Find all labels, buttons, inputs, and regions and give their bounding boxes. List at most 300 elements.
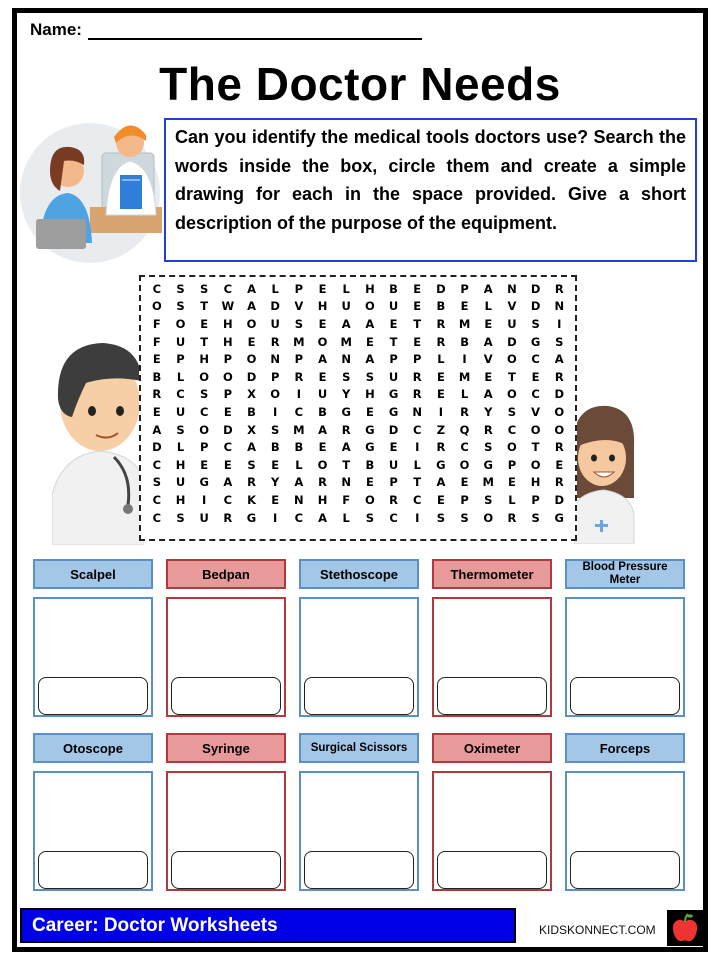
grid-letter[interactable]: G: [365, 422, 375, 437]
grid-letter[interactable]: X: [247, 422, 256, 437]
grid-letter[interactable]: C: [223, 492, 233, 507]
surgical-scissors-label: Surgical Scissors: [299, 733, 419, 763]
grid-letter[interactable]: B: [460, 334, 469, 349]
grid-letter[interactable]: E: [271, 457, 280, 472]
grid-letter[interactable]: R: [554, 281, 564, 296]
grid-letter[interactable]: L: [460, 387, 469, 402]
grid-letter[interactable]: D: [507, 334, 517, 349]
grid-letter[interactable]: B: [365, 457, 375, 472]
grid-letter[interactable]: N: [507, 281, 517, 296]
grid-letter[interactable]: G: [388, 404, 399, 419]
grid-row: [145, 350, 571, 368]
forceps-drawing-box[interactable]: [565, 771, 685, 891]
grid-letter[interactable]: D: [223, 422, 233, 437]
bedpan-description-field[interactable]: [171, 677, 281, 715]
grid-letter[interactable]: O: [364, 299, 375, 314]
grid-letter[interactable]: O: [507, 352, 517, 367]
grid-letter[interactable]: C: [507, 422, 517, 437]
grid-letter[interactable]: R: [436, 440, 446, 455]
grid-letter[interactable]: C: [176, 387, 185, 402]
grid-letter[interactable]: V: [507, 299, 517, 314]
grid-letter[interactable]: M: [293, 334, 305, 349]
grid-letter[interactable]: C: [413, 422, 422, 437]
forceps-description-field[interactable]: [570, 851, 680, 889]
thermometer-description-field[interactable]: [437, 677, 547, 715]
grid-letter[interactable]: A: [483, 387, 493, 402]
grid-letter[interactable]: U: [388, 369, 399, 384]
grid-letter[interactable]: S: [247, 457, 256, 472]
grid-letter[interactable]: D: [152, 440, 162, 455]
grid-letter[interactable]: N: [341, 475, 352, 490]
grid-letter[interactable]: I: [273, 510, 278, 525]
grid-letter[interactable]: S: [436, 510, 446, 525]
grid-letter[interactable]: B: [270, 440, 280, 455]
grid-letter[interactable]: D: [388, 422, 399, 437]
grid-letter[interactable]: V: [531, 404, 541, 419]
grid-letter[interactable]: A: [318, 352, 327, 367]
grid-letter[interactable]: U: [388, 457, 399, 472]
instructions-box: Can you identify the medical tools doctors use? Search the words inside the box, circle them and create a simple drawing for each in the space provided. Give a short description of the purpose of the equipment.: [164, 118, 697, 262]
grid-letter[interactable]: R: [436, 316, 446, 331]
grid-letter[interactable]: C: [152, 457, 162, 472]
grid-letter[interactable]: C: [223, 440, 233, 455]
grid-letter[interactable]: O: [199, 422, 210, 437]
grid-letter[interactable]: A: [341, 440, 351, 455]
grid-letter[interactable]: H: [365, 281, 375, 296]
otoscope-drawing-box[interactable]: [33, 771, 153, 891]
grid-letter[interactable]: E: [507, 475, 516, 490]
grid-letter[interactable]: R: [152, 387, 162, 402]
grid-letter[interactable]: A: [365, 352, 375, 367]
syringe-description-field[interactable]: [171, 851, 281, 889]
grid-letter[interactable]: I: [273, 404, 278, 419]
grid-letter[interactable]: M: [458, 316, 471, 331]
grid-letter[interactable]: I: [202, 492, 207, 507]
grid-letter[interactable]: B: [389, 281, 398, 296]
grid-letter[interactable]: U: [175, 334, 186, 349]
grid-row: [145, 421, 571, 439]
grid-letter[interactable]: R: [412, 369, 422, 384]
surgical-scissors-drawing-box[interactable]: [299, 771, 419, 891]
grid-letter[interactable]: E: [389, 440, 398, 455]
grid-letter[interactable]: O: [483, 510, 494, 525]
blood-pressure-meter-drawing-box[interactable]: [565, 597, 685, 717]
grid-letter[interactable]: H: [223, 334, 233, 349]
grid-letter[interactable]: I: [415, 510, 420, 525]
grid-letter[interactable]: R: [507, 510, 517, 525]
grid-letter[interactable]: S: [342, 369, 351, 384]
grid-letter[interactable]: L: [176, 440, 185, 455]
bedpan-drawing-box[interactable]: [166, 597, 286, 717]
grid-letter[interactable]: F: [342, 492, 351, 507]
grid-letter[interactable]: B: [294, 440, 304, 455]
grid-letter[interactable]: H: [317, 299, 328, 314]
grid-letter[interactable]: E: [152, 404, 161, 419]
bedpan-label: Bedpan: [166, 559, 286, 589]
grid-letter[interactable]: A: [152, 422, 162, 437]
scalpel-label: Scalpel: [33, 559, 153, 589]
grid-letter[interactable]: T: [389, 334, 398, 349]
grid-letter[interactable]: E: [365, 334, 374, 349]
grid-letter[interactable]: F: [152, 316, 161, 331]
grid-letter[interactable]: H: [530, 475, 541, 490]
grid-letter[interactable]: O: [270, 387, 281, 402]
grid-letter[interactable]: C: [294, 404, 304, 419]
grid-letter[interactable]: M: [340, 334, 352, 349]
grid-letter[interactable]: T: [413, 475, 422, 490]
grid-letter[interactable]: K: [247, 492, 256, 507]
grid-letter[interactable]: M: [458, 369, 471, 384]
grid-letter[interactable]: R: [341, 422, 351, 437]
grid-letter[interactable]: O: [317, 334, 328, 349]
grid-letter[interactable]: E: [531, 369, 540, 384]
grid-letter[interactable]: A: [318, 422, 327, 437]
grid-letter[interactable]: T: [413, 316, 422, 331]
grid-letter[interactable]: S: [460, 510, 469, 525]
grid-letter[interactable]: O: [507, 387, 517, 402]
grid-letter[interactable]: S: [507, 404, 517, 419]
grid-letter[interactable]: R: [554, 440, 564, 455]
grid-letter[interactable]: D: [530, 299, 541, 314]
grid-letter[interactable]: P: [389, 475, 398, 490]
grid-letter[interactable]: V: [483, 352, 493, 367]
grid-letter[interactable]: C: [152, 492, 162, 507]
grid-letter[interactable]: S: [555, 334, 564, 349]
grid-letter[interactable]: M: [293, 422, 305, 437]
blood-pressure-meter-label: Blood Pressure Meter: [565, 559, 685, 589]
thermometer-label: Thermometer: [432, 559, 552, 589]
grid-letter[interactable]: U: [199, 510, 209, 525]
grid-letter[interactable]: P: [199, 440, 209, 455]
grid-letter[interactable]: B: [152, 369, 162, 384]
grid-letter[interactable]: H: [365, 387, 375, 402]
grid-row: [145, 368, 571, 386]
grid-letter[interactable]: E: [247, 334, 256, 349]
grid-letter[interactable]: G: [483, 457, 493, 472]
stethoscope-drawing-box[interactable]: [299, 597, 419, 717]
grid-letter[interactable]: S: [294, 316, 304, 331]
grid-letter[interactable]: L: [484, 299, 492, 314]
grid-letter[interactable]: H: [199, 352, 209, 367]
grid-letter[interactable]: P: [223, 352, 233, 367]
grid-letter[interactable]: P: [294, 281, 304, 296]
surgical-scissors-description-field[interactable]: [304, 851, 414, 889]
grid-row: [145, 491, 571, 509]
grid-letter[interactable]: L: [508, 492, 516, 507]
grid-letter[interactable]: Z: [436, 422, 446, 437]
grid-letter[interactable]: A: [318, 510, 327, 525]
grid-letter[interactable]: L: [295, 457, 303, 472]
grid-letter[interactable]: C: [531, 352, 540, 367]
grid-letter[interactable]: H: [175, 457, 186, 472]
grid-letter[interactable]: B: [247, 404, 256, 419]
grid-letter[interactable]: O: [554, 422, 565, 437]
grid-letter[interactable]: E: [223, 457, 232, 472]
grid-letter[interactable]: L: [413, 457, 421, 472]
grid-letter[interactable]: F: [152, 334, 161, 349]
grid-letter[interactable]: A: [365, 316, 375, 331]
grid-letter[interactable]: E: [436, 369, 445, 384]
syringe-drawing-box[interactable]: [166, 771, 286, 891]
grid-letter[interactable]: E: [318, 440, 327, 455]
grid-letter[interactable]: T: [507, 369, 516, 384]
grid-letter[interactable]: C: [294, 510, 304, 525]
grid-letter[interactable]: Y: [271, 475, 280, 490]
grid-letter[interactable]: A: [554, 352, 564, 367]
grid-letter[interactable]: D: [270, 299, 280, 314]
grid-letter[interactable]: O: [507, 440, 517, 455]
grid-letter[interactable]: P: [460, 281, 469, 296]
grid-letter[interactable]: T: [200, 334, 209, 349]
grid-letter[interactable]: G: [365, 440, 375, 455]
grid-letter[interactable]: E: [413, 299, 422, 314]
grid-letter[interactable]: P: [507, 457, 517, 472]
grid-letter[interactable]: T: [531, 440, 540, 455]
syringe-label: Syringe: [166, 733, 286, 763]
grid-letter[interactable]: A: [483, 334, 493, 349]
grid-letter[interactable]: A: [223, 475, 233, 490]
grid-letter[interactable]: O: [222, 369, 233, 384]
grid-letter[interactable]: P: [460, 492, 469, 507]
grid-letter[interactable]: A: [294, 475, 304, 490]
grid-letter[interactable]: E: [200, 457, 209, 472]
grid-letter[interactable]: S: [365, 369, 375, 384]
grid-letter[interactable]: A: [247, 281, 256, 296]
grid-letter[interactable]: O: [151, 299, 162, 314]
grid-letter[interactable]: P: [389, 352, 398, 367]
grid-row: [145, 456, 571, 474]
grid-letter[interactable]: R: [436, 334, 446, 349]
grid-letter[interactable]: E: [484, 316, 493, 331]
page-title: The Doctor Needs: [159, 58, 561, 110]
grid-letter[interactable]: O: [554, 404, 565, 419]
grid-letter[interactable]: E: [460, 299, 469, 314]
grid-letter[interactable]: P: [413, 352, 422, 367]
grid-letter[interactable]: V: [294, 299, 304, 314]
name-row: [30, 20, 422, 40]
scalpel-drawing-box[interactable]: [33, 597, 153, 717]
grid-letter[interactable]: L: [342, 510, 350, 525]
grid-row: [145, 403, 571, 421]
grid-row: [145, 438, 571, 456]
grid-letter[interactable]: S: [484, 440, 493, 455]
grid-letter[interactable]: U: [175, 475, 186, 490]
grid-letter[interactable]: S: [200, 387, 209, 402]
grid-letter[interactable]: O: [246, 352, 257, 367]
grid-letter[interactable]: W: [221, 299, 235, 314]
grid-letter[interactable]: L: [271, 281, 279, 296]
grid-letter[interactable]: E: [460, 475, 469, 490]
grid-letter[interactable]: R: [554, 369, 564, 384]
grid-letter[interactable]: G: [341, 404, 351, 419]
consultation-illustration: [20, 115, 162, 265]
grid-letter[interactable]: S: [271, 422, 280, 437]
grid-letter[interactable]: O: [175, 316, 186, 331]
grid-letter[interactable]: A: [247, 440, 256, 455]
oximeter-drawing-box[interactable]: [432, 771, 552, 891]
grid-letter[interactable]: T: [342, 457, 351, 472]
grid-letter[interactable]: G: [246, 510, 257, 525]
oximeter-label: Oximeter: [432, 733, 552, 763]
grid-letter[interactable]: E: [389, 316, 398, 331]
grid-letter[interactable]: G: [436, 457, 446, 472]
grid-letter[interactable]: X: [247, 387, 256, 402]
grid-letter[interactable]: P: [223, 387, 233, 402]
grid-row: [145, 333, 571, 351]
grid-letter[interactable]: S: [531, 510, 540, 525]
grid-letter[interactable]: B: [318, 404, 327, 419]
grid-letter[interactable]: D: [554, 387, 565, 402]
grid-letter[interactable]: E: [555, 457, 564, 472]
grid-letter[interactable]: N: [294, 492, 304, 507]
grid-letter[interactable]: G: [554, 510, 564, 525]
grid-letter[interactable]: N: [341, 352, 352, 367]
grid-letter[interactable]: C: [152, 510, 162, 525]
grid-letter[interactable]: S: [484, 492, 493, 507]
grid-letter[interactable]: C: [531, 387, 540, 402]
grid-letter[interactable]: R: [460, 404, 469, 419]
grid-letter[interactable]: U: [388, 299, 399, 314]
grid-letter[interactable]: R: [223, 510, 233, 525]
grid-letter[interactable]: H: [317, 492, 328, 507]
grid-letter[interactable]: E: [365, 475, 374, 490]
grid-letter[interactable]: Q: [459, 422, 470, 437]
oximeter-description-field[interactable]: [437, 851, 547, 889]
thermometer-drawing-box[interactable]: [432, 597, 552, 717]
grid-letter[interactable]: D: [436, 281, 446, 296]
grid-letter[interactable]: I: [438, 404, 444, 419]
grid-letter[interactable]: M: [482, 475, 494, 490]
grid-letter[interactable]: E: [223, 404, 232, 419]
otoscope-label: Otoscope: [33, 733, 153, 763]
grid-letter[interactable]: A: [483, 281, 493, 296]
grid-letter[interactable]: C: [152, 281, 162, 296]
grid-letter[interactable]: O: [246, 316, 257, 331]
grid-letter[interactable]: U: [507, 316, 517, 331]
grid-letter[interactable]: G: [199, 475, 209, 490]
grid-letter[interactable]: S: [176, 510, 185, 525]
grid-letter[interactable]: R: [389, 492, 398, 507]
grid-letter[interactable]: P: [176, 352, 185, 367]
grid-letter[interactable]: E: [436, 492, 445, 507]
grid-letter[interactable]: L: [437, 352, 445, 367]
grid-letter[interactable]: U: [317, 387, 328, 402]
grid-letter[interactable]: E: [318, 369, 327, 384]
grid-letter[interactable]: S: [531, 316, 540, 331]
grid-letter[interactable]: E: [365, 404, 374, 419]
grid-letter[interactable]: A: [436, 475, 446, 490]
grid-letter[interactable]: R: [412, 387, 422, 402]
grid-letter[interactable]: P: [531, 492, 540, 507]
grid-letter[interactable]: O: [459, 457, 470, 472]
grid-letter[interactable]: O: [199, 369, 210, 384]
grid-letter[interactable]: I: [296, 387, 301, 402]
grid-letter[interactable]: R: [294, 369, 304, 384]
grid-letter[interactable]: N: [554, 299, 565, 314]
grid-letter[interactable]: G: [530, 334, 541, 349]
grid-row: [145, 298, 571, 316]
grid-row: [145, 386, 571, 404]
grid-letter[interactable]: A: [247, 299, 256, 314]
grid-letter[interactable]: R: [483, 422, 493, 437]
grid-letter[interactable]: P: [294, 352, 304, 367]
grid-letter[interactable]: N: [270, 352, 280, 367]
grid-letter[interactable]: O: [530, 422, 541, 437]
grid-letter[interactable]: R: [270, 334, 280, 349]
grid-letter[interactable]: E: [152, 352, 161, 367]
grid-letter[interactable]: E: [484, 369, 493, 384]
grid-letter[interactable]: E: [436, 387, 445, 402]
grid-letter[interactable]: S: [152, 475, 161, 490]
grid-letter[interactable]: P: [270, 369, 280, 384]
grid-letter[interactable]: S: [176, 422, 185, 437]
grid-letter[interactable]: H: [175, 492, 186, 507]
grid-letter[interactable]: E: [413, 281, 422, 296]
scalpel-description-field[interactable]: [38, 677, 148, 715]
name-input-line[interactable]: [88, 22, 422, 40]
grid-letter[interactable]: E: [318, 316, 327, 331]
grid-letter[interactable]: S: [200, 281, 209, 296]
grid-letter[interactable]: E: [271, 492, 280, 507]
grid-letter[interactable]: D: [554, 492, 565, 507]
grid-letter[interactable]: U: [175, 404, 186, 419]
grid-letter[interactable]: I: [415, 440, 420, 455]
grid-letter[interactable]: R: [318, 475, 327, 490]
grid-letter[interactable]: R: [554, 475, 564, 490]
grid-letter[interactable]: C: [460, 440, 469, 455]
grid-letter[interactable]: Y: [484, 404, 493, 419]
grid-letter[interactable]: Y: [342, 387, 351, 402]
grid-letter[interactable]: E: [413, 334, 422, 349]
otoscope-description-field[interactable]: [38, 851, 148, 889]
grid-letter[interactable]: U: [341, 299, 351, 314]
brand-text: KIDSKONNECT.COM: [539, 923, 656, 937]
grid-row: [145, 315, 571, 333]
grid-letter[interactable]: C: [413, 492, 422, 507]
grid-letter[interactable]: E: [200, 316, 209, 331]
grid-letter[interactable]: D: [246, 369, 257, 384]
grid-letter[interactable]: C: [223, 281, 233, 296]
grid-letter[interactable]: H: [223, 316, 233, 331]
grid-letter[interactable]: S: [176, 299, 185, 314]
grid-letter[interactable]: C: [389, 510, 398, 525]
grid-letter[interactable]: O: [530, 457, 541, 472]
stethoscope-description-field[interactable]: [304, 677, 414, 715]
grid-letter[interactable]: I: [462, 352, 467, 367]
grid-letter[interactable]: A: [341, 316, 351, 331]
grid-letter[interactable]: E: [318, 281, 327, 296]
grid-row: [145, 474, 571, 492]
grid-letter[interactable]: T: [200, 299, 209, 314]
grid-letter[interactable]: C: [199, 404, 209, 419]
grid-letter[interactable]: S: [176, 281, 185, 296]
grid-row: [145, 509, 571, 527]
grid-letter[interactable]: L: [342, 281, 350, 296]
grid-letter[interactable]: S: [365, 510, 375, 525]
female-doctor-illustration: [574, 402, 638, 544]
grid-letter[interactable]: O: [317, 457, 328, 472]
grid-letter[interactable]: O: [364, 492, 375, 507]
grid-letter[interactable]: I: [557, 316, 562, 331]
grid-letter[interactable]: N: [412, 404, 423, 419]
grid-letter[interactable]: D: [530, 281, 541, 296]
grid-letter[interactable]: B: [436, 299, 446, 314]
grid-letter[interactable]: G: [388, 387, 399, 402]
grid-letter[interactable]: R: [247, 475, 256, 490]
blood-pressure-meter-description-field[interactable]: [570, 677, 680, 715]
grid-letter[interactable]: U: [270, 316, 280, 331]
grid-letter[interactable]: L: [176, 369, 185, 384]
